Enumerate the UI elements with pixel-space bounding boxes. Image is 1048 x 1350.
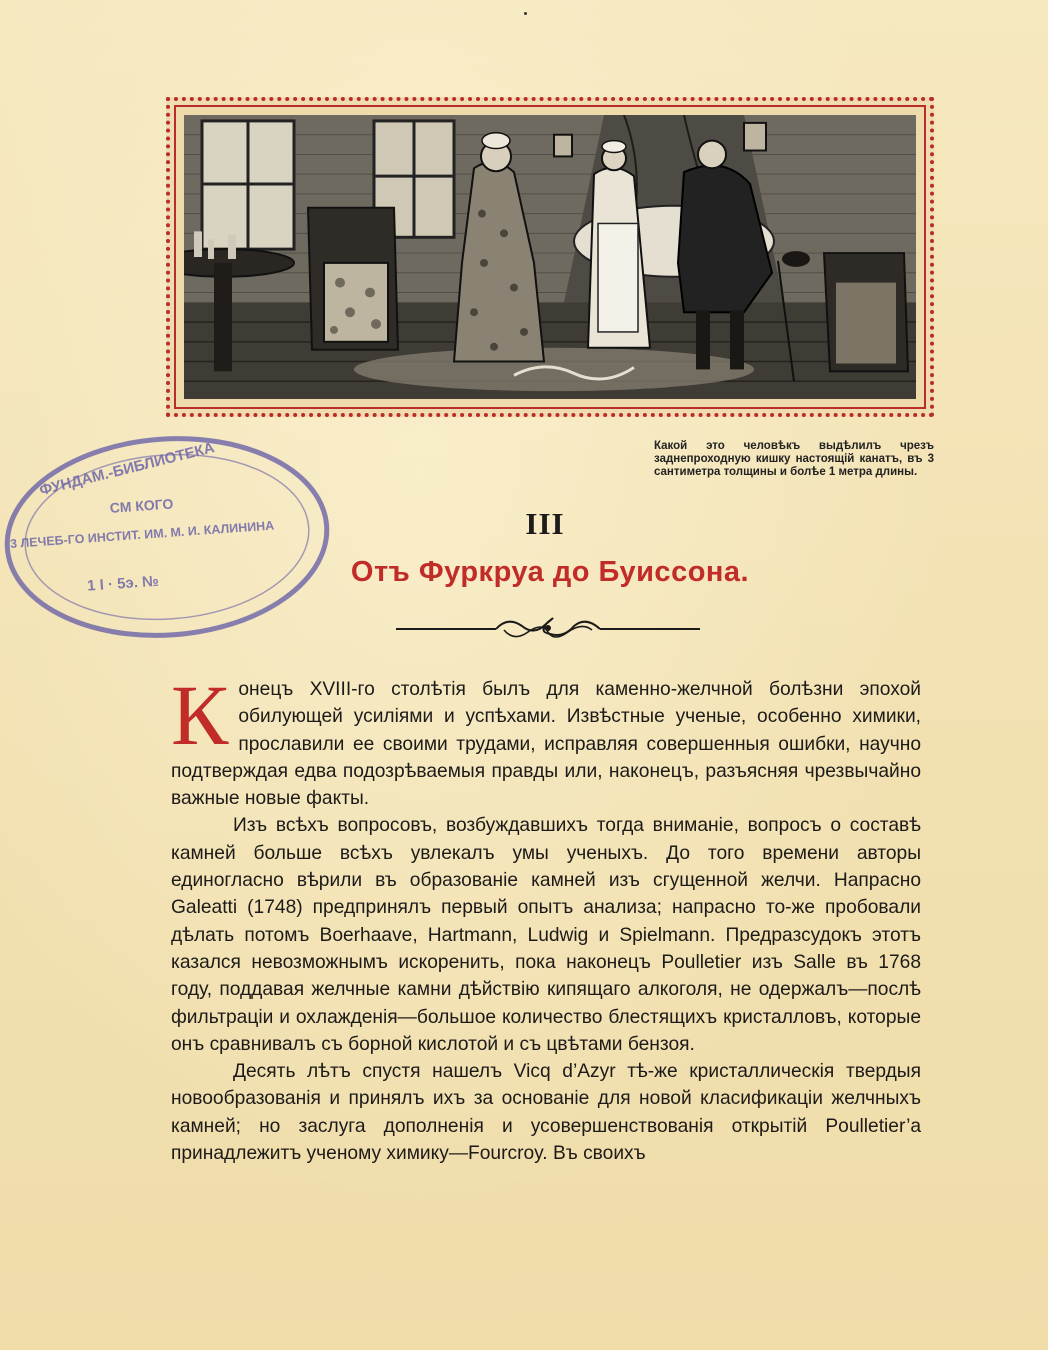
stamp-line-3: 3 ЛЕЧЕБ-ГО ИНСТИТ. ИМ. М. И. КАЛИНИНА [9,518,275,551]
illustration [174,105,926,409]
body-text [171,667,921,1167]
stamp-line-4: 1 I · 5э. № [86,572,160,595]
paragraph-3: Десять лѣтъ спустя нашелъ Vicq d’Azyr тѣ-же кристаллическія твердыя новообразованія и принялъ ихъ за основаніе для новой класификаціи желчныхъ камней; но заслуга дополненія и усовершенствованія открытій Poulletier’а принадлежитъ ученому химику—Fourcroy. Въ своихъ [171,1061,921,1165]
page-dot [524,12,527,15]
chapter-number: III [525,506,565,541]
illustration-frame [166,97,934,417]
paragraph-2: Изъ всѣхъ вопросовъ, возбуждавшихъ тогда вниманіе, вопросъ о составѣ камней больше всѣхъ увлекалъ умы ученыхъ. До того времени авторы единогласно вѣрили въ образованіе камней изъ сгущенной желчи. Напрасно Galeatti (1748) предпринялъ первый опытъ анализа; напрасно то-же пробовали дѣлать потомъ Boerhaave, Hartmann, Ludwig и Spielmann. Предразсудокъ этотъ казался невозможнымъ искоренить, пока наконецъ Poulletier изъ Salle въ 1768 году, поддавая желчные камни дѣйствію кипящаго алкоголя, не одержалъ—послѣ фильтраціи и охлажденія—большое количество блестящихъ кристалловъ, которые онъ сравнивалъ съ борной кислотой и съ цвѣтами бензоя. [171,815,921,1055]
stamp-line-2: СМ КОГО [109,495,174,516]
paragraph-1-text: онецъ XVIII-го столѣтія былъ для каменно-желчной болѣзни эпохой обилующей усиліями и успѣхами. Извѣстные ученые, особенно химики, прославили ее своими трудами, исправляя совершенныя ошибки, научно подтверждая едва подозрѣваемыя правды или, наконецъ, разъясняя чрезвычайно важные новые факты. [171,679,921,810]
illustration-caption: Какой это человѣкъ выдѣлилъ чрезъ заднепроходную кишку настоящій канатъ, въ 3 сантиметра толщины и болѣе 1 метра длины. [654,440,934,478]
ornament-divider [396,614,700,644]
illustration-scene [184,115,916,399]
library-stamp [0,421,339,654]
drop-cap: К [171,667,229,763]
paragraph-1 [171,667,921,812]
stamp-line-1: ФУНДАМ.-БИБЛИОТЕКА [37,439,217,500]
chapter-title: Отъ Фуркруа до Буиссона. [350,556,750,588]
